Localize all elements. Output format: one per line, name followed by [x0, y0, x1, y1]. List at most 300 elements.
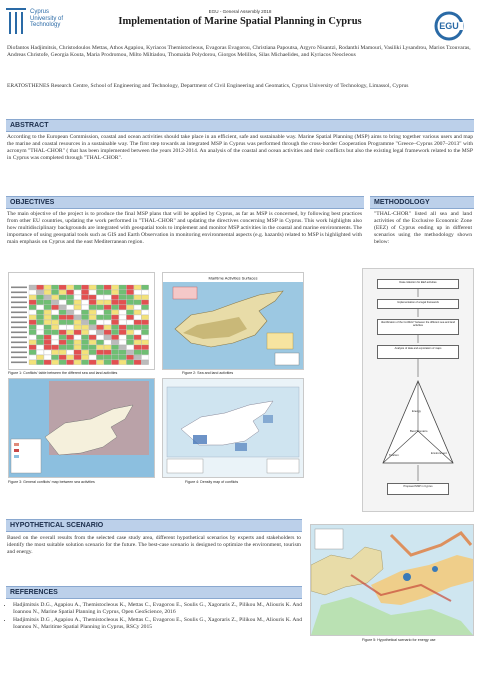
conflict-cell [44, 305, 51, 310]
conflict-cell [44, 330, 51, 335]
conflict-cell [44, 300, 51, 305]
conflict-cell [67, 345, 74, 350]
author-list: Diofantos Hadjimitsis, Christodoulos Mettas, Athos Agapiou, Kyriacos Themistocleous, Evagoras Evagorou, Christiana Papoutsa, Argyro Nisantzi, Rodanthi Mamouri, Vasiliki Lysandrou, Marios Tzouvaras, Andreas Christofe, Georgia Kouta, Maria Prodromou, Milto Miltiadou, Thomaida Polydorou, Giorgos Melillos, Silas Michaelides, and Kyriacos Neocleous [7, 45, 471, 59]
conflict-cell [142, 325, 149, 330]
methodology-text: "THAL-CHOR" listed all sea and land activities of the Exclusive Economic Zone (EEZ) of Cyprus ending up in different scenarios using the methodology shown below: [374, 211, 472, 246]
conflict-cell [112, 290, 119, 295]
egu-logo-text: EGU [439, 21, 459, 31]
row-label-mark [11, 342, 27, 344]
conflict-cell [82, 360, 89, 365]
conflict-cell [29, 315, 36, 320]
conflict-cell [119, 360, 126, 365]
map-legend-box [275, 353, 299, 365]
conflict-cell [142, 295, 149, 300]
conflict-cell [67, 305, 74, 310]
conflict-cell [134, 315, 141, 320]
conflict-cell [82, 305, 89, 310]
conflict-cell [29, 300, 36, 305]
conflict-cell [67, 290, 74, 295]
row-label-mark [11, 332, 27, 334]
conflict-cell [142, 305, 149, 310]
conflict-cell [74, 330, 81, 335]
conflict-cell [29, 335, 36, 340]
conflict-cell [29, 295, 36, 300]
conflict-cell [82, 325, 89, 330]
row-label-mark [11, 337, 27, 339]
conflict-cell [52, 315, 59, 320]
conflict-cell [44, 290, 51, 295]
map-legend-box [315, 529, 343, 549]
conflict-cell [37, 325, 44, 330]
conflict-cell [29, 330, 36, 335]
conflict-cell [59, 310, 66, 315]
conflict-cell [142, 335, 149, 340]
conflict-cell [97, 310, 104, 315]
conflict-cell [119, 320, 126, 325]
conflict-cell [142, 340, 149, 345]
reference-item: • Hadjimitsis D.G., Agapiou A., Themistocleous K., Mettas C., Evagorou E., Soulis G., Xagoraris Z., Pilikou M., Aliouris K. And Ioannou N., Marine Spatial Planning in Cyprus, Open GeoScience, 2016 [13, 602, 302, 616]
conflict-cell [59, 315, 66, 320]
conflict-cell [142, 300, 149, 305]
conflict-cell [37, 345, 44, 350]
sea-activity-zone-1 [173, 287, 197, 299]
conflict-cell [82, 300, 89, 305]
objectives-text: The main objective of the project is to produce the final MSP plans that will be applied by Cyprus, as far as MSP is concerned, by following best practices from other EU countries, updating the work performed in "THAL-CHOR" and updating the directives concerning MSP in Cyprus. This work highlights also how multidisciplinary backgrounds are integrated with geospatial tools to implement and monitor MSP activities in the coastal and marine environments. The importance of using geospatial tools such as GIS and Earth Observation in monitoring environmental aspects (e.g. hazards) related to MSP is highlighted with main emphasis on Cyprus and the east Mediterranean region. [7, 211, 362, 246]
map-legend-box [267, 459, 299, 473]
conflict-cell [104, 320, 111, 325]
conflict-cell [82, 340, 89, 345]
conflict-cell [44, 335, 51, 340]
conflict-cell [74, 285, 81, 290]
conflicts-table-figure [8, 272, 155, 370]
activity-point [403, 573, 411, 581]
conflict-cell [67, 325, 74, 330]
conflict-cell [67, 310, 74, 315]
conflict-cell [74, 315, 81, 320]
conflict-cell [112, 295, 119, 300]
conflict-cell [134, 305, 141, 310]
conflict-cell [29, 340, 36, 345]
conflict-cell [142, 310, 149, 315]
conflict-cell [89, 345, 96, 350]
conflict-cell [67, 335, 74, 340]
conflict-cell [127, 355, 134, 360]
row-label-mark [11, 312, 27, 314]
conflict-cell [104, 285, 111, 290]
conflict-cell [134, 355, 141, 360]
conflict-cell [97, 295, 104, 300]
triangle-label-environment: Environment [431, 451, 447, 455]
conflict-cell [104, 350, 111, 355]
row-label-mark [11, 347, 27, 349]
sea-land-activities-map [162, 272, 304, 370]
conflict-cell [112, 315, 119, 320]
conflict-cell [82, 290, 89, 295]
conflict-cell [104, 355, 111, 360]
conflict-cell [52, 290, 59, 295]
conflict-cell [97, 325, 104, 330]
conflict-cell [59, 330, 66, 335]
conflict-cell [52, 295, 59, 300]
step-legal-framework: Implementation of a legal framework [377, 299, 459, 309]
conflict-cell [112, 340, 119, 345]
conflict-cell [119, 305, 126, 310]
conflict-cell [97, 330, 104, 335]
conflict-cell [29, 320, 36, 325]
conflict-cell [74, 305, 81, 310]
poster-title: Implementation of Marine Spatial Planning in Cyprus [118, 16, 362, 27]
references-heading: REFERENCES [6, 586, 302, 599]
conflict-cell [134, 310, 141, 315]
conflict-cell [97, 340, 104, 345]
conflict-cell [74, 335, 81, 340]
conflict-cell [104, 340, 111, 345]
conflict-cell [29, 325, 36, 330]
conflict-cell [104, 310, 111, 315]
conflict-cell [37, 295, 44, 300]
conflict-cell [74, 290, 81, 295]
conflict-cell [97, 360, 104, 365]
conflict-cell [104, 295, 111, 300]
conflict-cell [29, 285, 36, 290]
conflict-cell [74, 350, 81, 355]
conflict-cell [37, 330, 44, 335]
conflict-cell [89, 335, 96, 340]
triangle-label-best: Best Scenario [410, 429, 428, 433]
conflict-cell [112, 325, 119, 330]
reference-item: • Hadjimitsis D.G , Agapiou A., Themistocleous K., Mettas C., Evagorou E., Soulis G., Xagoraris Z., Pilikou M., Aliouris K. And Ioannou N., Maritime Spatial Planning in Cyprus, RSCy 2015 [13, 617, 302, 631]
egu-logo-icon [432, 11, 466, 41]
conflict-cell [134, 350, 141, 355]
conflict-cell [134, 300, 141, 305]
row-label-mark [11, 357, 27, 359]
conflict-cell [82, 335, 89, 340]
conflict-cell [89, 300, 96, 305]
conflict-cell [37, 350, 44, 355]
row-label-mark [11, 362, 27, 364]
conflict-cell [127, 295, 134, 300]
conflict-cell [52, 285, 59, 290]
conflict-cell [112, 360, 119, 365]
conflict-cell [134, 320, 141, 325]
methodology-diagram [362, 268, 474, 512]
density-cell [235, 443, 247, 451]
sea-land-map-title: Maritime Activities Surfaces [208, 275, 258, 281]
figure-1-caption: Figure 1: Conflicts' table between the different sea and land activities [8, 371, 118, 375]
conflict-cell [82, 320, 89, 325]
conflict-cell [29, 355, 36, 360]
conflict-cell [142, 315, 149, 320]
conflict-cell [119, 340, 126, 345]
conflict-cell [134, 295, 141, 300]
conflict-cell [89, 310, 96, 315]
conflict-cell [97, 345, 104, 350]
row-label-mark [11, 292, 27, 294]
hypothetical-heading: HYPOTHETICAL SCENARIO [6, 519, 302, 532]
conflict-cell [112, 320, 119, 325]
conflict-cell [134, 340, 141, 345]
conflict-cell [59, 355, 66, 360]
conflict-cell [29, 350, 36, 355]
conflict-cell [104, 300, 111, 305]
conflict-cell [67, 315, 74, 320]
conflict-cell [112, 350, 119, 355]
conflict-cell [97, 315, 104, 320]
triangle-label-energy: Energy [412, 409, 421, 413]
conflict-cell [97, 320, 104, 325]
conflict-cell [29, 345, 36, 350]
conflict-cell [104, 345, 111, 350]
conflict-cell [74, 345, 81, 350]
conflict-cell [142, 290, 149, 295]
conflict-cell [52, 360, 59, 365]
conflict-cell [142, 345, 149, 350]
conflict-cell [52, 340, 59, 345]
density-cell [193, 435, 207, 444]
conflict-cell [82, 310, 89, 315]
conflict-cell [44, 350, 51, 355]
conflict-cell [127, 315, 134, 320]
conflict-cell [127, 310, 134, 315]
conflict-cell [44, 285, 51, 290]
conflict-cell [59, 290, 66, 295]
conflict-cell [104, 290, 111, 295]
conflict-cell [97, 350, 104, 355]
conflict-cell [142, 330, 149, 335]
conflict-cell [89, 355, 96, 360]
conflict-cell [127, 345, 134, 350]
conflict-cell [59, 325, 66, 330]
conflict-cell [127, 335, 134, 340]
conflict-cell [37, 355, 44, 360]
conflict-cell [127, 300, 134, 305]
conflict-cell [82, 350, 89, 355]
row-label-mark [11, 287, 27, 289]
conflict-cell [52, 305, 59, 310]
conflict-cell [74, 340, 81, 345]
conflict-cell [52, 330, 59, 335]
conflict-cell [134, 330, 141, 335]
figure-2-caption: Figure 2: Sea and land activities [182, 371, 234, 375]
conflict-cell [37, 360, 44, 365]
conflict-cell [37, 285, 44, 290]
conflict-cell [134, 335, 141, 340]
conflict-cell [67, 350, 74, 355]
conflict-cell [67, 285, 74, 290]
conflict-cell [29, 305, 36, 310]
conflict-cell [127, 360, 134, 365]
conflict-cell [134, 360, 141, 365]
figure-4-caption: Figure 4: Density map of conflicts [185, 480, 239, 484]
conflict-cell [29, 360, 36, 365]
conflict-cell [134, 325, 141, 330]
row-label-mark [11, 352, 27, 354]
conflict-cell [82, 285, 89, 290]
conflict-cell [119, 310, 126, 315]
conflict-cell [37, 305, 44, 310]
conflict-cell [104, 325, 111, 330]
conflict-cell [52, 350, 59, 355]
conflict-cell [97, 300, 104, 305]
conflict-cell [59, 305, 66, 310]
conflict-cell [134, 290, 141, 295]
conflict-cell [119, 285, 126, 290]
conflict-cell [67, 320, 74, 325]
conflict-cell [89, 360, 96, 365]
conflict-cell [119, 295, 126, 300]
conflict-cell [119, 300, 126, 305]
conflict-cell [59, 300, 66, 305]
step-proposed-msp: Proposed MSP in Cyprus [387, 483, 449, 495]
conflict-cell [59, 285, 66, 290]
conflict-cell [104, 305, 111, 310]
conflict-cell [119, 330, 126, 335]
conflict-cell [112, 310, 119, 315]
conflict-cell [67, 360, 74, 365]
conflict-cell [89, 295, 96, 300]
conflict-cell [142, 355, 149, 360]
conflict-cell [89, 305, 96, 310]
conflict-cell [82, 345, 89, 350]
conflict-cell [59, 350, 66, 355]
conflict-cell [44, 310, 51, 315]
university-logo-icon [6, 8, 26, 34]
conflict-cell [89, 315, 96, 320]
methodology-heading: METHODOLOGY [370, 196, 474, 209]
density-cell [263, 415, 273, 423]
conflict-cell [44, 315, 51, 320]
conflict-cell [37, 300, 44, 305]
conflict-cell [67, 330, 74, 335]
conflict-cell [119, 315, 126, 320]
affiliation: ERATOSTHENES Research Centre, School of Engineering and Technology, Department of Civil Engineering and Geomatics, Cyprus University of Technology, Limassol, Cyprus [7, 83, 409, 89]
conflict-cell [97, 305, 104, 310]
energy-scenario-map [310, 524, 474, 636]
conflict-cell [89, 290, 96, 295]
conflict-cell [89, 330, 96, 335]
step-identify-conflicts: Identification of the Conflicts* between the different sea and land activities [377, 319, 459, 335]
conflict-cell [44, 360, 51, 365]
conflict-cell [104, 360, 111, 365]
conflict-cell [74, 325, 81, 330]
conflict-cell [97, 355, 104, 360]
conflict-cell [82, 315, 89, 320]
conflict-cell [67, 295, 74, 300]
conflict-cell [112, 335, 119, 340]
figure-5-caption: Figure 5: Hypothetical scenario for energy use [362, 638, 436, 642]
conflict-cell [127, 350, 134, 355]
conflict-cell [112, 305, 119, 310]
university-name: Cyprus University of Technology [30, 9, 64, 29]
conflict-cell [59, 345, 66, 350]
conflict-cell [119, 335, 126, 340]
conflict-cell [44, 320, 51, 325]
conflict-cell [52, 320, 59, 325]
sea-activity-zone-2 [267, 333, 293, 349]
row-label-mark [11, 322, 27, 324]
conflict-cell [74, 310, 81, 315]
conflict-cell [52, 325, 59, 330]
conflict-cell [44, 325, 51, 330]
activity-point [432, 566, 438, 572]
conflict-cell [142, 285, 149, 290]
conflict-cell [119, 325, 126, 330]
conflict-cell [44, 345, 51, 350]
conflict-cell [52, 345, 59, 350]
conflict-cell [74, 320, 81, 325]
conflict-cell [104, 330, 111, 335]
conflict-cell [74, 295, 81, 300]
conflict-cell [119, 350, 126, 355]
conflict-cell [127, 330, 134, 335]
conflict-cell [37, 340, 44, 345]
conflict-cell [52, 335, 59, 340]
conflict-cell [127, 320, 134, 325]
conflict-cell [89, 325, 96, 330]
conflict-cell [127, 285, 134, 290]
conflict-cell [112, 285, 119, 290]
abstract-heading: ABSTRACT [6, 119, 474, 132]
conflict-cell [74, 300, 81, 305]
conflict-cell [112, 345, 119, 350]
conflict-cell [59, 320, 66, 325]
conference-name: EGU - General Assembly 2018 [208, 9, 272, 14]
conflict-cell [127, 290, 134, 295]
abstract-text: According to the European Commission, coastal and ocean activities should take place in an efficient, safe and sustainable way. Marine Spatial Planning (MSP) aims to bring together various users and map the marine and coastal resources in a sustainable way. The first step towards an integrated MSP in Cyprus was performed through the cross-border Cooperation Programme "Greece–Cyprus 2007–2013" with acronym "THAL-CHOR" ( that has been implemented between the years 2012-2014. An analysis of the coastal and ocean activities and their conflicts but also the existing legal framework related to the MSP in Cyprus was completed through "THAL-CHOR". [7, 134, 473, 162]
conflict-cell [37, 290, 44, 295]
conflict-cell [67, 340, 74, 345]
map-inset-box [167, 459, 203, 473]
conflict-cell [29, 290, 36, 295]
conflict-cell [44, 355, 51, 360]
row-label-mark [11, 327, 27, 329]
conflict-density-map [162, 378, 304, 478]
conflict-cell [89, 340, 96, 345]
row-label-mark [11, 317, 27, 319]
conflict-cell [112, 330, 119, 335]
conflict-cell [134, 285, 141, 290]
conflict-cell [82, 355, 89, 360]
figure-3-caption: Figure 3: General conflicts' map between sea activities [8, 480, 95, 484]
triangle-label-tourism: Tourism [389, 453, 399, 457]
conflict-cell [119, 345, 126, 350]
step-data-collection: Data collection for EEZ activities [377, 279, 459, 289]
conflict-cell [119, 355, 126, 360]
conflict-cell [74, 360, 81, 365]
conflict-cell [37, 310, 44, 315]
conflict-cell [142, 360, 149, 365]
conflict-cell [119, 290, 126, 295]
conflict-cell [97, 335, 104, 340]
conflict-cell [112, 355, 119, 360]
general-conflicts-map [8, 378, 155, 478]
conflict-cell [134, 345, 141, 350]
hypothetical-text: Based on the overall results from the selected case study area, different hypothetical scenarios by experts and stakeholders to identify the most suitable solution scenario for the future. The best-case scenario is designed to optimize the environment, tourism and energy. [7, 535, 301, 556]
conflict-cell [82, 330, 89, 335]
conflict-cell [104, 335, 111, 340]
conflict-cell [59, 360, 66, 365]
objectives-heading: OBJECTIVES [6, 196, 364, 209]
conflict-cell [112, 300, 119, 305]
conflict-cell [97, 285, 104, 290]
conflict-cell [89, 320, 96, 325]
conflict-cell [59, 335, 66, 340]
conflict-cell [89, 350, 96, 355]
conflict-cell [142, 350, 149, 355]
references-list [4, 602, 302, 632]
conflict-cell [127, 325, 134, 330]
conflict-cell [142, 320, 149, 325]
